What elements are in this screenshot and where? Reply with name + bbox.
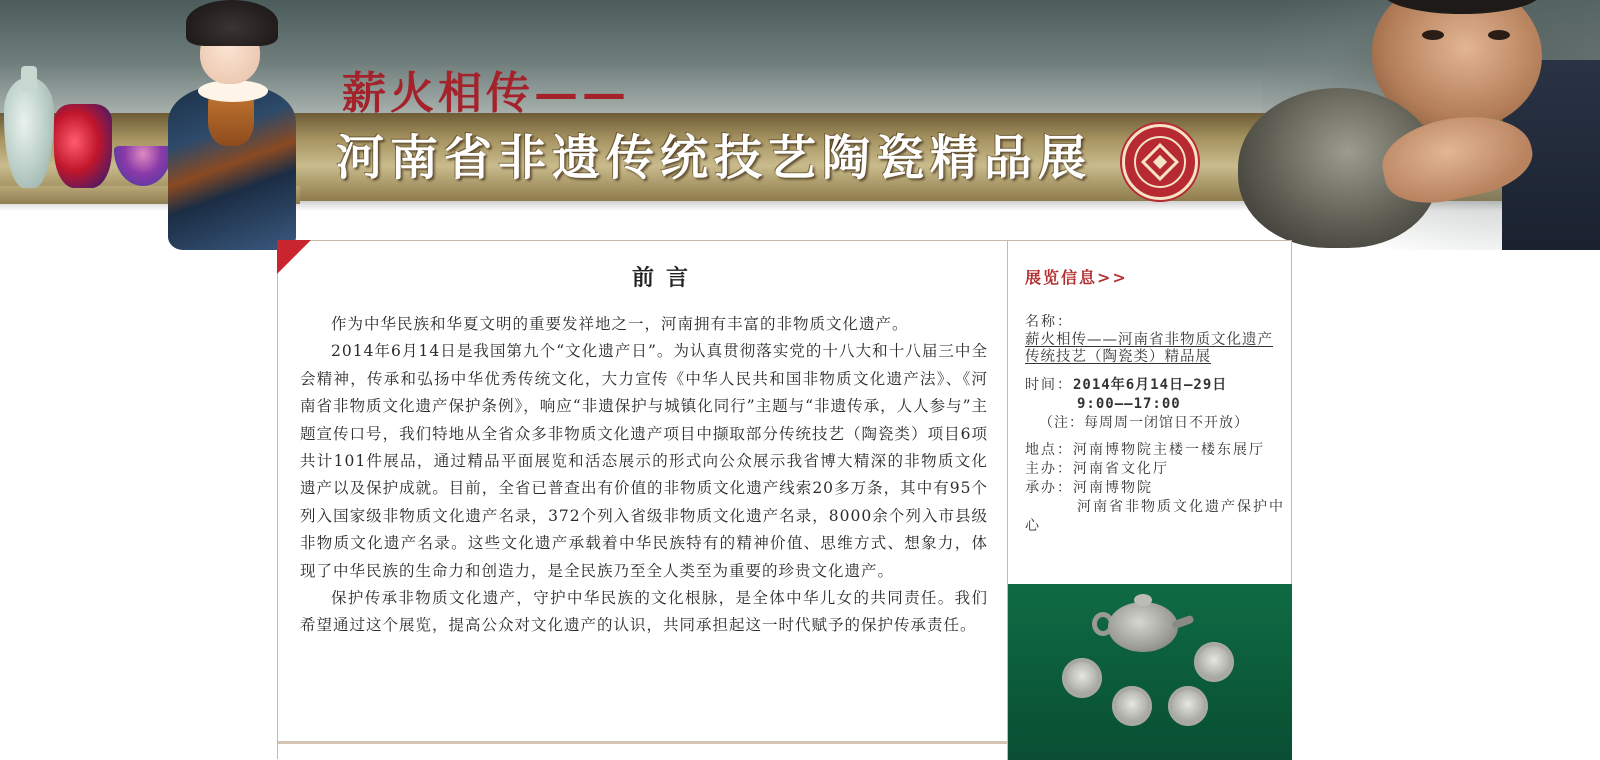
preface-body xyxy=(300,311,988,640)
corner-tag-icon xyxy=(277,240,311,274)
banner-title: 河南省非遗传统技艺陶瓷精品展 xyxy=(336,130,1093,186)
preface-paragraph: 作为中华民族和华夏文明的重要发祥地之一，河南拥有丰富的非物质文化遗产。 xyxy=(331,315,909,333)
teacup-image xyxy=(1168,686,1208,726)
preface-paragraph: 2014年6月14日是我国第九个“文化遗产日”。为认真贯彻落实党的十八大和十八届三中全会精神，传承和弘扬中华优秀传统文化，大力宣传《中华人民共和国非物质文化遗产法》、《河南省非物质文化遗产保护条例》，响应“非遗保护与城镇化同行”主题与“非遗传承，人人参与”主题宣传口号，我们特地从全省众多非物质文化遗产项目中撷取部分传统技艺（陶瓷类）项目6项共计101件展品，通过精品平面展览和活态展示的形式向公众展示我省博大精深的非物质文化遗产以及保护成就。目前，全省已普查出有价值的非物质文化遗产线索20多万条，其中有95个列入国家级非物质文化遗产名录，372个列入省级非物质文化遗产名录，8000余个列入市县级非物质文化遗产名录。这些文化遗产承载着中华民族特有的精神价值、思维方式、想象力，体现了中华民族的生命力和创造力，是全民族乃至全人类至为重要的珍贵文化遗产。 xyxy=(300,342,988,580)
info-place-label: 地点： xyxy=(1025,442,1073,458)
info-place-value: 河南博物院主楼一楼东展厅 xyxy=(1073,442,1265,458)
info-place-row xyxy=(1025,441,1287,460)
info-host-value: 河南省文化厅 xyxy=(1073,461,1169,477)
info-time-label: 时间： xyxy=(1025,377,1073,393)
info-host-label: 主办： xyxy=(1025,461,1073,477)
info-organizer-label: 承办： xyxy=(1025,480,1073,496)
info-host-row xyxy=(1025,460,1287,479)
exhibition-info-link[interactable]: 展览信息>> xyxy=(1025,268,1128,287)
info-time-note: （注：每周周一闭馆日不开放） xyxy=(1039,415,1249,431)
teacup-image xyxy=(1062,658,1102,698)
teacup-image xyxy=(1194,642,1234,682)
preface-section xyxy=(278,241,1008,760)
bottom-divider xyxy=(278,741,1008,744)
preface-paragraph: 保护传承非物质文化遗产，守护中华民族的文化根脉，是全体中华儿女的共同责任。我们希望通过这个展览，提高公众对文化遗产的认识，共同承担起这一时代赋予的保护传承责任。 xyxy=(300,589,988,635)
info-time-row xyxy=(1025,376,1287,395)
preface-title: 前言 xyxy=(631,265,700,291)
info-organizer-row xyxy=(1025,479,1287,498)
exhibition-info-panel xyxy=(1008,241,1292,584)
content-frame xyxy=(277,240,1292,759)
info-name-label: 名称： xyxy=(1025,314,1073,330)
exhibition-info-list xyxy=(1025,313,1287,536)
info-name-row xyxy=(1025,313,1287,332)
teacup-image xyxy=(1112,686,1152,726)
teapot-image xyxy=(1088,592,1198,652)
info-time-hours: 9:00——17:00 xyxy=(1077,396,1181,412)
craftsman-photo xyxy=(1232,0,1600,250)
seal-emblem-icon xyxy=(1122,124,1198,200)
info-name-value: 薪火相传——河南省非物质文化遗产传统技艺（陶瓷类）精品展 xyxy=(1025,332,1273,365)
info-time-date: 2014年6月14日—29日 xyxy=(1073,377,1228,393)
celadon-vase-image xyxy=(4,78,54,188)
info-organizer-value: 河南博物院 xyxy=(1073,480,1153,496)
header-banner xyxy=(0,0,1600,250)
teapot-set-photo xyxy=(1008,584,1292,760)
info-organizer-value: 河南省非物质文化遗产保护中心 xyxy=(1025,499,1285,534)
banner-subtitle: 薪火相传—— xyxy=(342,68,630,119)
tang-figurine-image xyxy=(168,0,298,250)
red-glazed-vase-image xyxy=(54,104,112,188)
